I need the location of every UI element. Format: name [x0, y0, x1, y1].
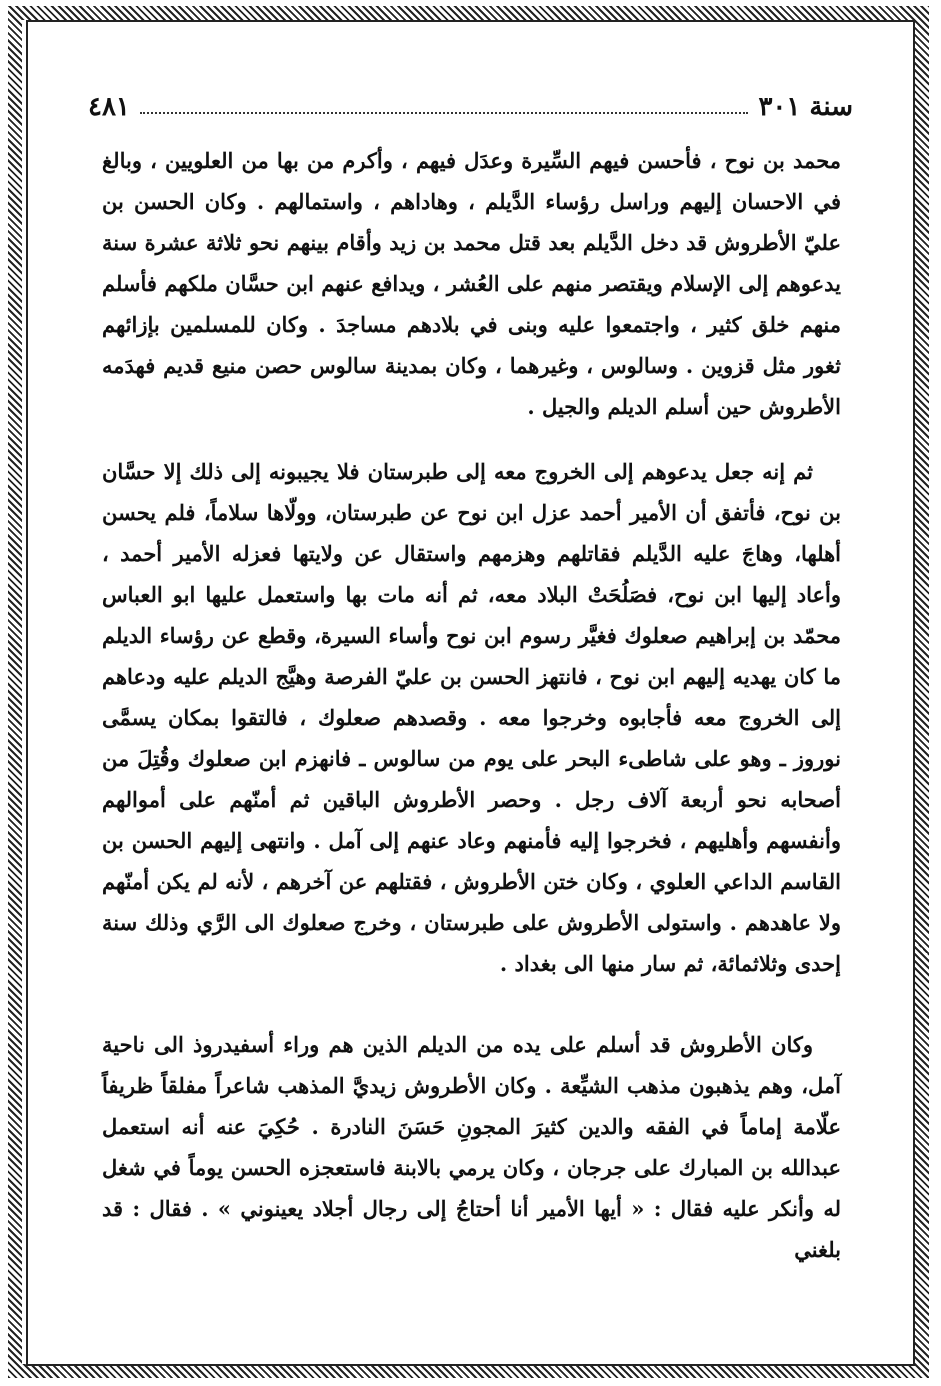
- page-body: [102, 140, 841, 1270]
- page-number: ٤٨١: [88, 92, 130, 122]
- dotted-leader: [140, 112, 749, 114]
- year-label: سنة ٣٠١: [758, 92, 853, 122]
- paragraph-2: ثم إنه جعل يدعوهم إلى الخروج معه إلى طبرستان فلا يجيبونه إلى ذلك إلا حسَّان بن نوح، فأتفق أن الأمير أحمد عزل ابن نوح عن طبرستان، وولّاها سلاماً، فلم يحسن أهلها، وهاجَ عليه الدَّيلم فقاتلهم وهزمهم واستقال عن ولايتها فعزله الأمير أحمد ، وأعاد إليها ابن نوح، فصَلُحَتْ البلاد معه، ثم أنه مات بها واستعمل عليها ابو العباس محمّد بن إبراهيم صعلوك فغيَّر رسوم ابن نوح وأساء السيرة، وقطع عن رؤساء الديلم ما كان يهديه إليهم ابن نوح ، فانتهز الحسن بن عليّ الفرصة وهيَّج الديلم عليه ودعاهم إلى الخروج معه فأجابوه وخرجوا معه . وقصدهم صعلوك ، فالتقوا بمكان يسمَّى نوروز ـ وهو على شاطىء البحر على يوم من سالوس ـ فانهزم ابن صعلوك وقُتِلَ من أصحابه نحو أربعة آلاف رجل . وحصر الأطروش الباقين ثم أمنّهم على أموالهم وأنفسهم وأهليهم ، فخرجوا إليه فأمنهم وعاد عنهم إلى آمل . وانتهى إليهم الحسن بن القاسم الداعي العلوي ، وكان ختن الأطروش ، فقتلهم عن آخرهم ، لأنه لم يكن أمنّهم ولا عاهدهم . واستولى الأطروش على طبرستان ، وخرج صعلوك الى الرَّي وذلك سنة إحدى وثلاثمائة، ثم سار منها الى بغداد .: [102, 459, 841, 976]
- page-header: [88, 82, 853, 122]
- paragraph-3: وكان الأطروش قد أسلم على يده من الديلم الذين هم وراء أسفيدروذ الى ناحية آمل، وهم يذهبون مذهب الشيِّعة . وكان الأطروش زيديَّ المذهب شاعراً مفلقاً ظريفاً علّامة إماماً في الفقه والدين كثيرَ المجونِ حَسَنَ النادرة . حُكِيَ عنه أنه استعمل عبدالله بن المبارك على جرجان ، وكان يرمي بالابنة فاستعجزه الحسن يوماً في شغل له وأنكر عليه فقال : « أيها الأمير أنا أحتاجُ إلى رجال أجلاد يعينوني » . فقال : قد بلغني: [102, 1032, 841, 1262]
- paragraph-1: محمد بن نوح ، فأحسن فيهم السِّيرة وعدَل فيهم ، وأكرم من بها من العلويين ، وبالغ في الاحسان إليهم وراسل رؤساء الدَّيلم ، وهاداهم ، واستمالهم . وكان الحسن بن عليّ الأطروش قد دخل الدَّيلم بعد قتل محمد بن زيد وأقام بينهم نحو ثلاثة عشرة سنة يدعوهم إلى الإسلام ويقتصر منهم على العُشر ، ويدافع عنهم ابن حسَّان ملكهم فأسلم منهم خلق كثير ، واجتمعوا عليه وبنى في بلادهم مساجدَ . وكان للمسلمين بإزائهم ثغور مثل قزوين . وسالوس ، وغيرهما ، وكان بمدينة سالوس حصن منيع قديم فهدَمه الأطروش حين أسلم الديلم والجيل .: [102, 148, 841, 419]
